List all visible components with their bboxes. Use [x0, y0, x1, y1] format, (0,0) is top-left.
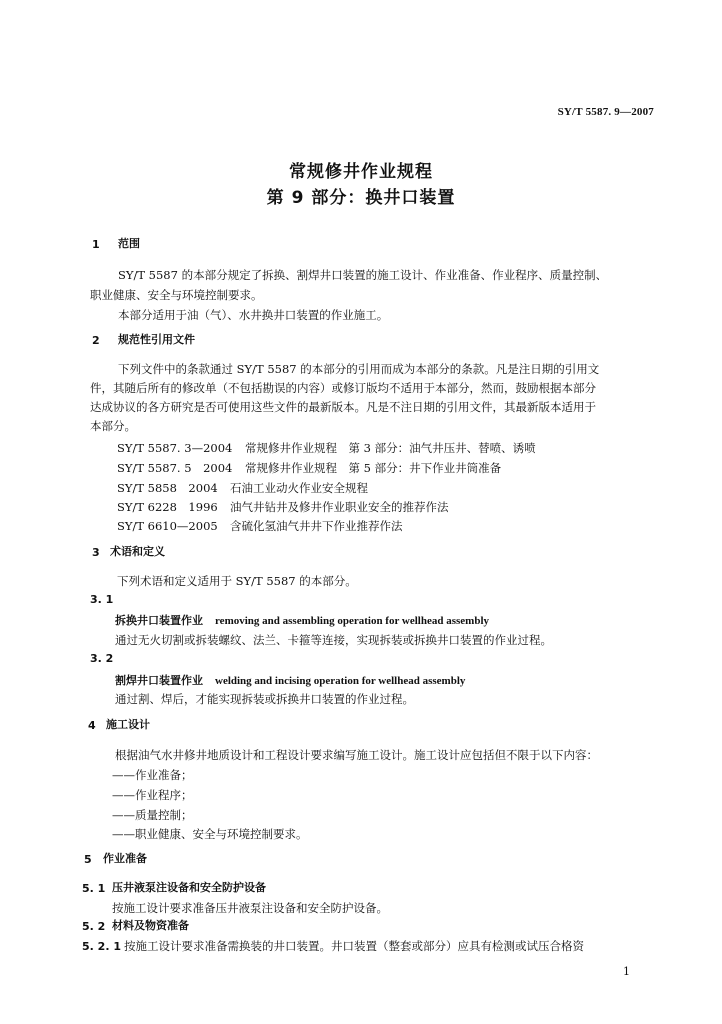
subsection-5-2-number: 5. 2 [82, 920, 106, 933]
term-1-line [115, 613, 489, 628]
reference-title: 油气井钻井及修井作业职业安全的推荐作法 [230, 500, 449, 514]
reference-title: 石油工业动火作业安全规程 [230, 481, 368, 495]
section-1-para-2: 本部分适用于油（气）、水井换井口装置的作业施工。 [118, 308, 389, 322]
list-item: ——作业程序； [112, 788, 193, 802]
page-number: 1 [623, 965, 630, 978]
reference-title: 常规修井作业规程 第 5 部分：井下作业井筒准备 [245, 461, 502, 475]
section-1-para-1b: 职业健康、安全与环境控制要求。 [90, 288, 263, 302]
term-1-number: 3. 1 [90, 593, 114, 606]
term-1-definition: 通过无火切割或拆装螺纹、法兰、卡箍等连接，实现拆装或拆换井口装置的作业过程。 [115, 633, 552, 647]
section-3-intro: 下列术语和定义适用于 SY/T 5587 的本部分。 [117, 574, 357, 588]
reference-item [117, 461, 501, 475]
section-4-number: 4 [88, 719, 96, 732]
section-3-number: 3 [92, 546, 100, 559]
subsection-5-1-text: 按施工设计要求准备压井液泵注设备和安全防护设备。 [112, 901, 388, 915]
term-1-name: 拆换井口装置作业 [115, 614, 203, 627]
term-2-definition: 通过割、焊后，才能实现拆装或拆换井口装置的作业过程。 [115, 692, 414, 706]
term-2-line [115, 673, 465, 688]
subsection-5-2-1-number: 5. 2. 1 [82, 940, 121, 953]
reference-title: 常规修井作业规程 第 3 部分：油气井压井、替喷、诱喷 [245, 441, 536, 455]
term-2-english: welding and incising operation for wellhead assembly [215, 675, 466, 687]
reference-code: SY/T 6610—2005 [117, 519, 218, 533]
reference-item [117, 441, 536, 455]
section-2-heading: 规范性引用文件 [118, 333, 195, 346]
subsection-5-2-1-text: 按施工设计要求准备需换装的井口装置。井口装置（整套或部分）应具有检测或试压合格资 [124, 939, 584, 953]
section-2-number: 2 [92, 334, 100, 347]
reference-item [117, 481, 368, 495]
list-item: ——作业准备； [112, 768, 193, 782]
title-line-2: 第 9 部分：换井口装置 [266, 188, 456, 208]
section-3-heading: 术语和定义 [110, 545, 165, 558]
reference-item [117, 500, 449, 514]
subsection-5-1-number: 5. 1 [82, 882, 106, 895]
section-4-heading: 施工设计 [106, 718, 150, 731]
subsection-5-1-heading: 压井液泵注设备和安全防护设备 [112, 881, 266, 894]
term-2-number: 3. 2 [90, 652, 114, 665]
reference-code: SY/T 5858 2004 [117, 481, 218, 495]
list-item: ——职业健康、安全与环境控制要求。 [112, 827, 308, 841]
list-item: ——质量控制； [112, 808, 193, 822]
reference-title: 含硫化氢油气井井下作业推荐作法 [230, 519, 403, 533]
subsection-5-2-heading: 材料及物资准备 [112, 919, 189, 932]
section-1-number: 1 [92, 238, 100, 251]
reference-code: SY/T 5587. 5 2004 [117, 461, 233, 475]
section-2-para-c: 达成协议的各方研究是否可使用这些文件的最新版本。凡是不注日期的引用文件，其最新版本适用于 [90, 400, 596, 414]
section-5-number: 5 [84, 853, 92, 866]
title-line-1: 常规修井作业规程 [289, 162, 433, 182]
section-2-para-a: 下列文件中的条款通过 SY/T 5587 的本部分的引用而成为本部分的条款。凡是注日期的引用文 [118, 362, 600, 376]
term-2-name: 割焊井口装置作业 [115, 674, 203, 687]
section-1-heading: 范围 [118, 237, 140, 250]
section-1-para-1a: SY/T 5587 的本部分规定了拆换、割焊井口装置的施工设计、作业准备、作业程序、质量控制、 [118, 268, 608, 282]
section-5-heading: 作业准备 [103, 852, 147, 865]
section-2-para-d: 本部分。 [90, 419, 136, 433]
term-1-english: removing and assembling operation for wellhead assembly [215, 615, 489, 627]
section-4-para: 根据油气水井修井地质设计和工程设计要求编写施工设计。施工设计应包括但不限于以下内容： [115, 748, 598, 762]
reference-code: SY/T 5587. 3—2004 [117, 441, 233, 455]
reference-item [117, 519, 403, 533]
section-2-para-b: 件，其随后所有的修改单（不包括勘误的内容）或修订版均不适用于本部分，然而，鼓励根据本部分 [90, 381, 596, 395]
standard-code: SY/T 5587. 9—2007 [557, 106, 654, 118]
reference-code: SY/T 6228 1996 [117, 500, 218, 514]
